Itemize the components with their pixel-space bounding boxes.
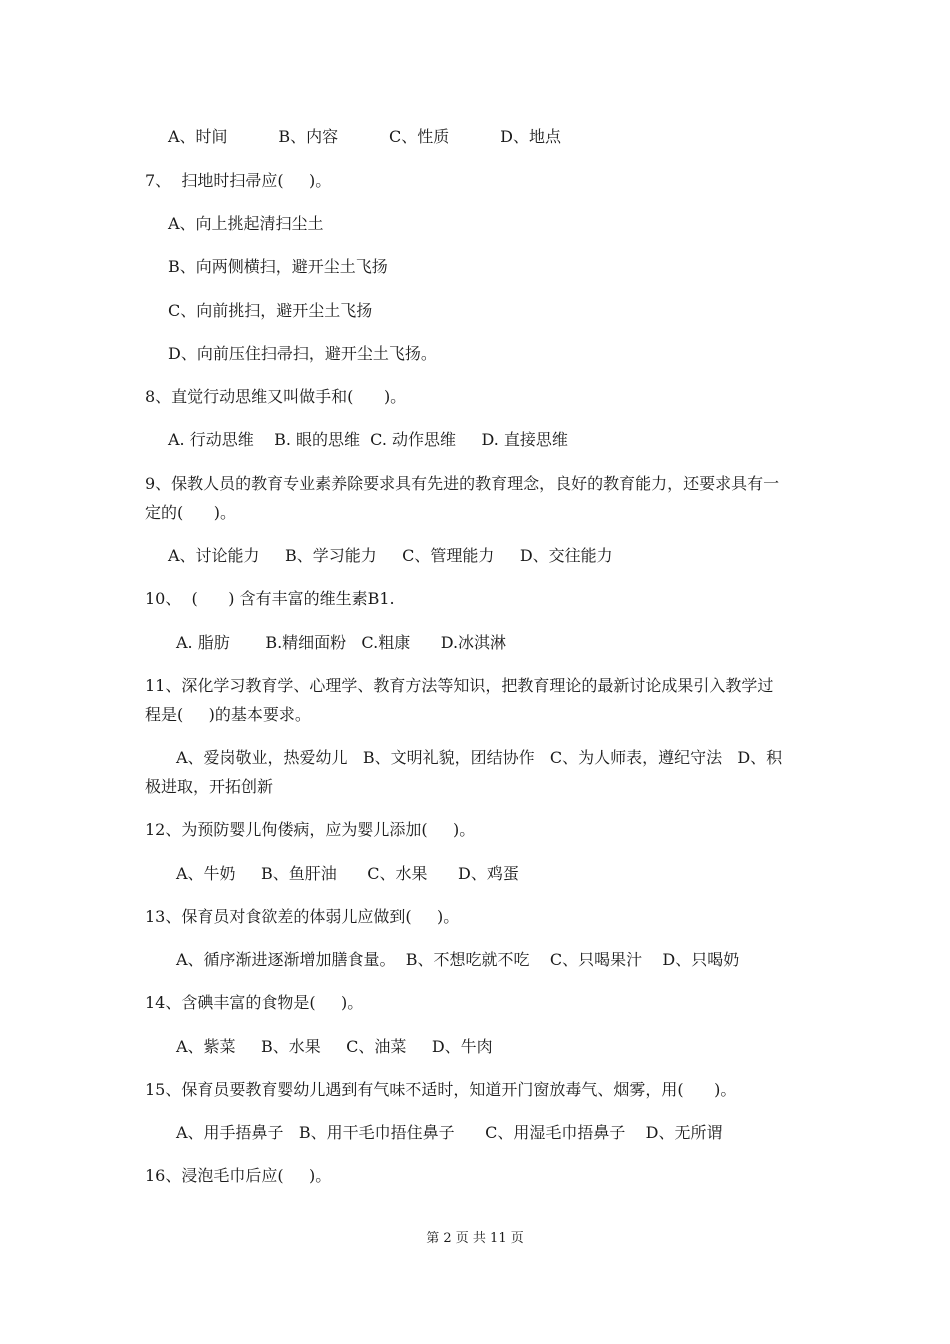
q10-options: A. 脂肪 B.精细面粉 C.粗康 D.冰淇淋 [176,633,507,652]
q12-question: 12、为预防婴儿佝偻病，应为婴儿添加( )。 [145,820,476,839]
q14-question: 14、含碘丰富的食物是( )。 [145,993,364,1012]
q9-options: A、讨论能力 B、学习能力 C、管理能力 D、交往能力 [168,546,613,565]
q7-question: 7、 扫地时扫帚应( )。 [145,171,332,190]
q11-options-line2: 极进取，开拓创新 [145,777,274,796]
q11-question-line1: 11、深化学习教育学、心理学、教育方法等知识，把教育理论的最新讨论成果引入教学过 [145,676,774,695]
q13-question: 13、保育员对食欲差的体弱儿应做到( )。 [145,907,460,926]
q10-question: 10、 ( ) 含有丰富的维生素B1. [145,589,395,608]
q15-options: A、用手捂鼻子 B、用干毛巾捂住鼻子 C、用湿毛巾捂鼻子 D、无所谓 [176,1123,723,1142]
q16-question: 16、浸泡毛巾后应( )。 [145,1166,332,1185]
q12-options: A、牛奶 B、鱼肝油 C、水果 D、鸡蛋 [176,864,519,883]
q9-question-line2: 定的( )。 [145,503,237,522]
q7-option-c: C、向前挑扫，避开尘土飞扬 [168,301,373,320]
q8-options: A. 行动思维 B. 眼的思维 C. 动作思维 D. 直接思维 [168,430,568,449]
q11-question-line2: 程是( )的基本要求。 [145,705,311,724]
q8-question: 8、直觉行动思维又叫做手和( )。 [145,387,407,406]
q7-option-d: D、向前压住扫帚扫，避开尘土飞扬。 [168,344,437,363]
q9-question-line1: 9、保教人员的教育专业素养除要求具有先进的教育理念，良好的教育能力，还要求具有一 [145,474,780,493]
q7-option-a: A、向上挑起清扫尘土 [168,214,324,233]
q7-option-b: B、向两侧横扫，避开尘土飞扬 [168,257,388,276]
q13-options: A、循序渐进逐渐增加膳食量。 B、不想吃就不吃 C、只喝果汁 D、只喝奶 [176,950,740,969]
q6-options: A、时间 B、内容 C、性质 D、地点 [168,127,561,146]
q14-options: A、紫菜 B、水果 C、油菜 D、牛肉 [176,1037,493,1056]
page-number-footer: 第 2 页 共 11 页 [426,1231,524,1246]
q11-options-line1: A、爱岗敬业，热爱幼儿 B、文明礼貌，团结协作 C、为人师表，遵纪守法 D、积 [176,748,783,767]
q15-question: 15、保育员要教育婴幼儿遇到有气味不适时，知道开门窗放毒气、烟雾，用( )。 [145,1080,737,1099]
